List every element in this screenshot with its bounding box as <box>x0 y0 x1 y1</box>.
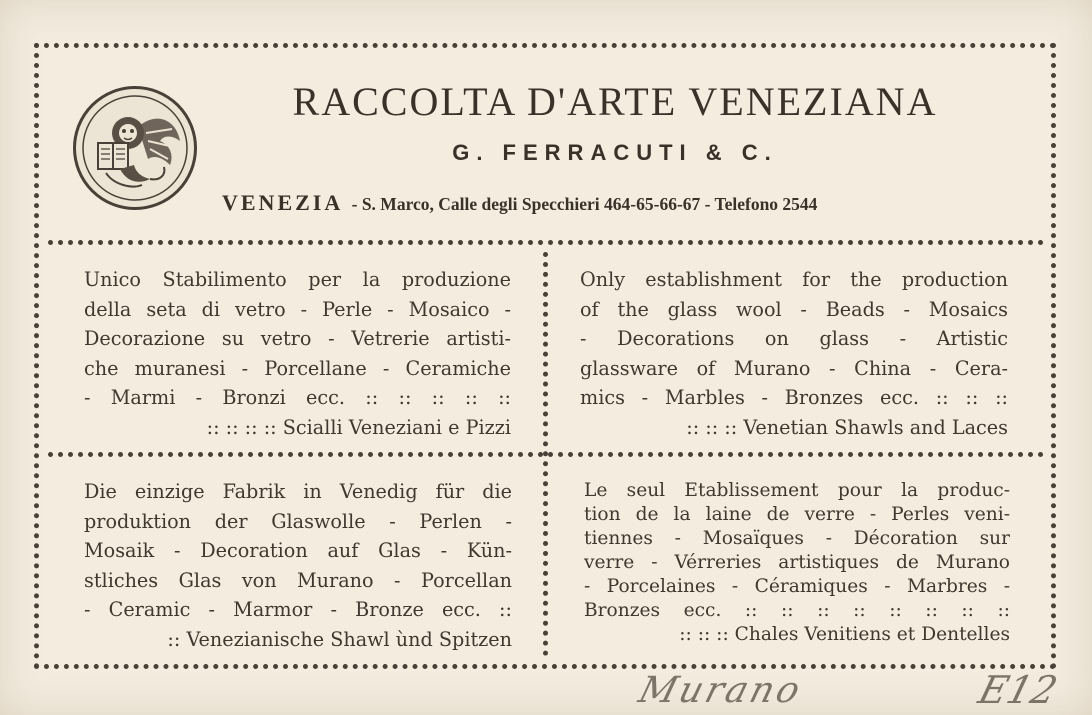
street-address: - S. Marco, Calle degli Specchieri 464-65-66-67 - Telefono 2544 <box>351 194 818 214</box>
text-line: of the glass wool - Beads - Mosaics <box>580 297 1008 321</box>
text-line: Le seul Etablissement pour la produc- <box>584 480 1010 501</box>
text-line: Only establishment for the production <box>580 268 1008 291</box>
text-line: mics - Marbles - Bronzes ecc. :: :: :: <box>580 386 1008 409</box>
text-line: Decorazione su vetro - Vetrerie artisti- <box>84 327 511 350</box>
text-line: Bronzes ecc. :: :: :: :: :: :: :: :: <box>584 600 1010 621</box>
text-line: - Decorations on glass - Artistic <box>580 327 1008 350</box>
header-title: RACCOLTA D'ARTE VENEZIANA <box>292 79 938 124</box>
text-line: verre - Vérreries artistiques de Murano <box>584 552 1010 573</box>
text-line: che muranesi - Porcellane - Ceramiche <box>84 356 511 380</box>
firm-name: G. FERRACUTI & C. <box>452 140 778 165</box>
header-divider <box>48 240 1044 245</box>
handwritten-code: E12 <box>974 668 1062 712</box>
french-text-block <box>584 479 1010 647</box>
text-line: Die einzige Fabrik in Venedig für die <box>84 480 512 503</box>
city-name: VENEZIA <box>222 190 344 215</box>
text-line: della seta di vetro - Perle - Mosaico - <box>84 297 511 321</box>
text-line: produktion der Glaswolle - Perlen - <box>84 509 512 533</box>
text-line: Mosaik - Decoration auf Glas - Kün- <box>84 539 512 562</box>
handwritten-word: Murano <box>634 670 808 711</box>
english-text-block <box>580 265 1008 442</box>
pencil-annotation <box>634 668 1080 714</box>
text-line: :: :: :: :: Scialli Veneziani e Pizzi <box>206 415 511 439</box>
text-line: tiennes - Mosaïques - Décoration sur <box>584 528 1010 549</box>
german-text-block <box>84 477 512 654</box>
text-line: - Porcelaines - Céramiques - Marbres - <box>584 576 1010 597</box>
text-line: - Ceramic - Marmor - Bronze ecc. :: <box>84 598 512 621</box>
text-line: Unico Stabilimento per la produzione <box>84 268 511 291</box>
text-line: :: :: :: Venetian Shawls and Laces <box>686 415 1008 439</box>
text-line: tion de la laine de verre - Perles veni- <box>584 504 1010 525</box>
column-divider <box>543 252 548 656</box>
text-line: :: :: :: Chales Venitiens et Dentelles <box>679 624 1010 645</box>
text-line: :: Venezianische Shawl ùnd Spitzen <box>167 627 512 651</box>
address-line <box>222 190 1012 220</box>
text-line: stliches Glas von Murano - Porcellan <box>84 568 512 592</box>
text-line: glassware of Murano - China - Cera- <box>580 356 1008 380</box>
winged-lion-seal-icon <box>73 86 197 210</box>
text-line: - Marmi - Bronzi ecc. :: :: :: :: :: <box>84 386 511 409</box>
italian-text-block <box>84 265 511 442</box>
